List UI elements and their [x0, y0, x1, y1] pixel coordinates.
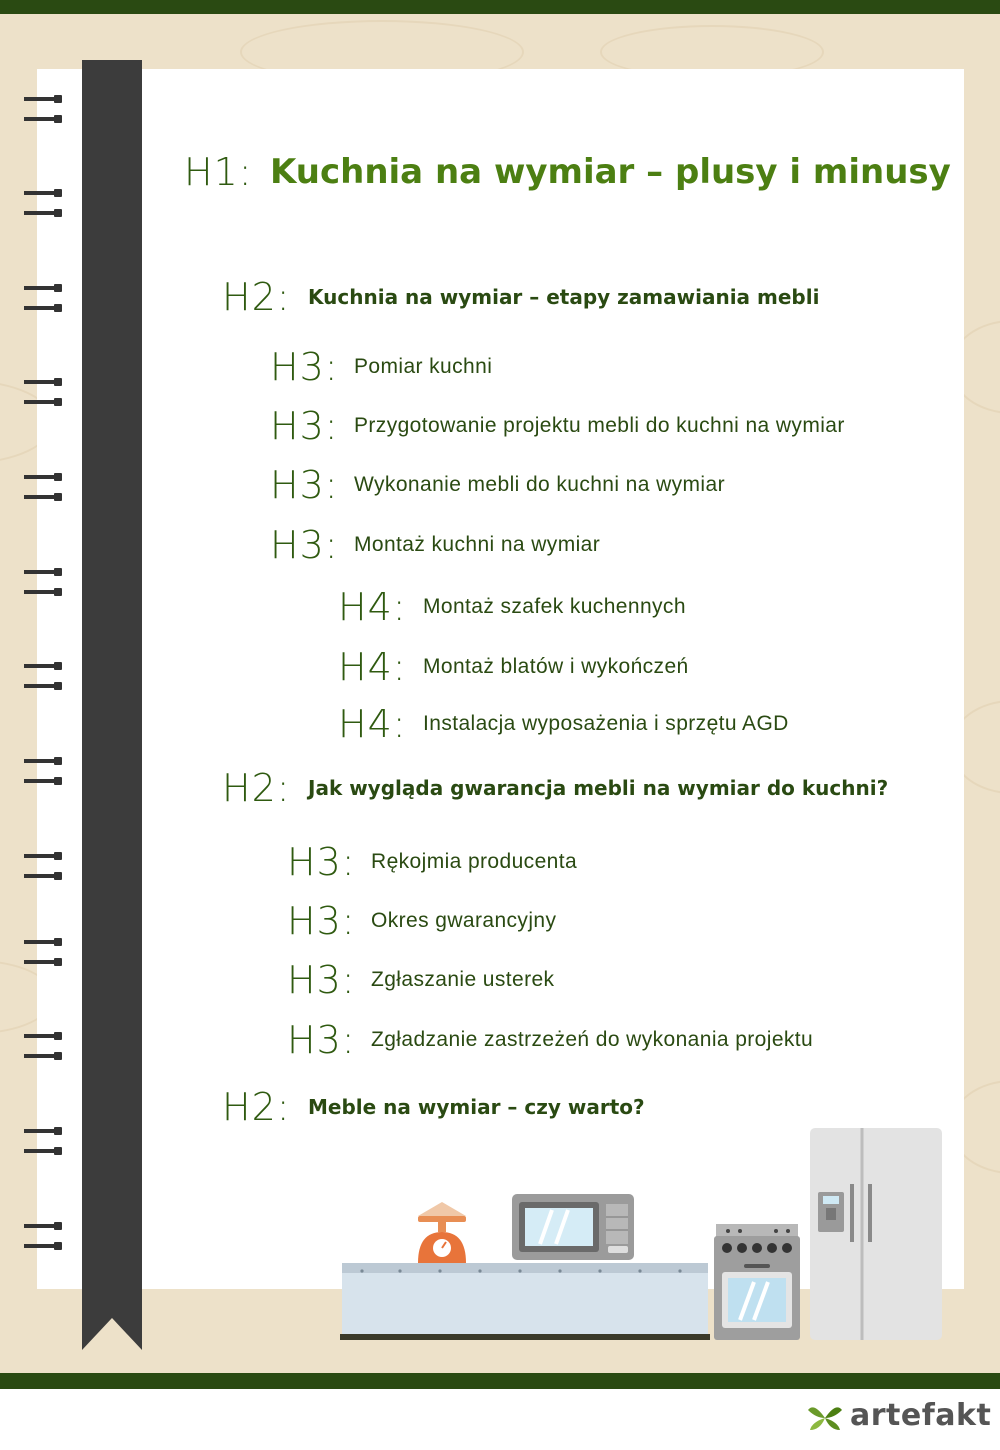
bookmark-notch — [82, 1318, 142, 1350]
heading-h3 — [270, 523, 600, 567]
binder-ring — [24, 380, 64, 408]
kitchen-scale-icon — [418, 1202, 466, 1263]
stove-icon — [714, 1224, 800, 1340]
heading-title: Meble na wymiar – czy warto? — [308, 1095, 645, 1119]
heading-h4 — [338, 702, 789, 746]
heading-tag: H3: — [270, 404, 339, 448]
heading-h4 — [338, 585, 686, 629]
heading-h3 — [287, 840, 577, 884]
heading-h3 — [287, 958, 554, 1002]
binder-ring — [24, 1034, 64, 1062]
heading-title: Kuchnia na wymiar – plusy i minusy — [270, 152, 951, 192]
heading-title: Instalacja wyposażenia i sprzętu AGD — [423, 712, 789, 735]
heading-tag: H3: — [270, 345, 339, 389]
leaf-logo-icon — [806, 1400, 844, 1432]
heading-tag: H3: — [287, 1018, 356, 1062]
binder-ring — [24, 1224, 64, 1252]
microwave-icon — [512, 1194, 634, 1260]
heading-h2 — [222, 275, 819, 319]
heading-title: Kuchnia na wymiar – etapy zamawiania mebli — [308, 285, 820, 309]
heading-h3 — [287, 899, 556, 943]
heading-title: Jak wygląda gwarancja mebli na wymiar do kuchni? — [308, 776, 889, 800]
bottom-bar — [0, 1373, 1000, 1389]
binder-ring — [24, 759, 64, 787]
logo-text: artefakt — [850, 1398, 992, 1433]
binder-ring — [24, 97, 64, 125]
heading-title: Montaż blatów i wykończeń — [423, 655, 689, 678]
top-bar — [0, 0, 1000, 14]
binder-ring — [24, 664, 64, 692]
heading-title: Montaż szafek kuchennych — [423, 595, 686, 618]
heading-tag: H2: — [222, 275, 291, 319]
heading-tag: H3: — [270, 463, 339, 507]
heading-h2 — [222, 766, 888, 810]
binder-ring — [24, 570, 64, 598]
binder-ring — [24, 475, 64, 503]
heading-title: Pomiar kuchni — [354, 355, 493, 378]
heading-tag: H3: — [270, 523, 339, 567]
heading-title: Wykonanie mebli do kuchni na wymiar — [354, 473, 725, 496]
heading-tag: H3: — [287, 958, 356, 1002]
heading-tag: H2: — [222, 1085, 291, 1129]
heading-title: Zgładzanie zastrzeżeń do wykonania projektu — [371, 1028, 814, 1051]
heading-tag: H1: — [184, 150, 253, 194]
binder-ring — [24, 191, 64, 219]
heading-tag: H4: — [338, 645, 407, 689]
heading-h3 — [270, 463, 725, 507]
heading-tag: H4: — [338, 702, 407, 746]
heading-h3 — [287, 1018, 813, 1062]
heading-h4 — [338, 645, 689, 689]
refrigerator-icon — [810, 1128, 942, 1340]
heading-title: Zgłaszanie usterek — [371, 968, 555, 991]
heading-h3 — [270, 404, 845, 448]
kitchen-illustration — [330, 1120, 950, 1350]
heading-title: Rękojmia producenta — [371, 850, 578, 873]
heading-title: Montaż kuchni na wymiar — [354, 533, 601, 556]
binder-ring — [24, 940, 64, 968]
heading-tag: H3: — [287, 899, 356, 943]
heading-h1 — [184, 150, 951, 194]
binder-ring — [24, 1129, 64, 1157]
notebook-spine — [82, 60, 142, 1350]
binder-ring — [24, 854, 64, 882]
heading-tag: H4: — [338, 585, 407, 629]
heading-title: Przygotowanie projektu mebli do kuchni na wymiar — [354, 414, 845, 437]
heading-tag: H3: — [287, 840, 356, 884]
heading-h3 — [270, 345, 492, 389]
counter-icon — [340, 1263, 710, 1340]
heading-title: Okres gwarancyjny — [371, 909, 557, 932]
binder-ring — [24, 286, 64, 314]
brand-logo — [806, 1398, 991, 1433]
heading-tag: H2: — [222, 766, 291, 810]
